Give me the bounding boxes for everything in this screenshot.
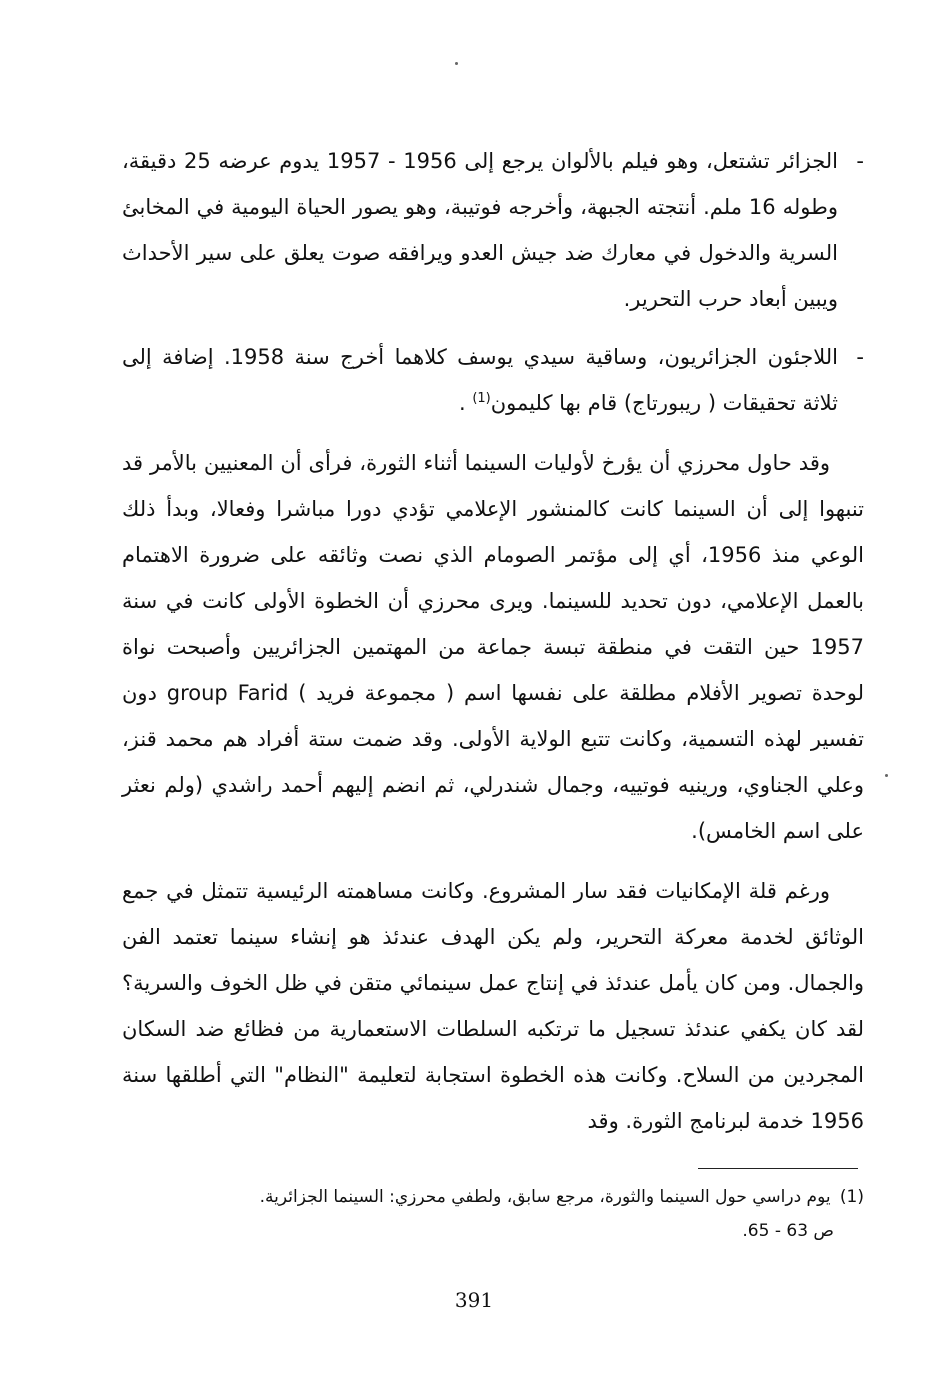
- bullet-item: [122, 138, 864, 322]
- bullet-item: [122, 334, 864, 426]
- footnote: [122, 1180, 864, 1248]
- paragraph: وقد حاول محرزي أن يؤرخ لأوليات السينما أثناء الثورة، فرأى أن المعنيين بالأمر قد تنبهوا إلى أن السينما كانت كالمنشور الإعلامي تؤدي دورا مباشرا وفعالا، وبدأ ذلك الوعي منذ 1956، أي إلى مؤتمر الصومام الذي نصت وثائقه على ضرورة الاهتمام بالعمل الإعلامي، دون تحديد للسينما. ويرى محرزي أن الخطوة الأولى كانت في سنة 1957 حين التقت في منطقة تبسة جماعة من المهتمين الجزائريين وأصبحت نواة لوحدة تصوير الأفلام مطلقة على نفسها اسم ( مجموعة فريد ) group Farid دون تفسير لهذه التسمية، وكانت تتبع الولاية الأولى. وقد ضمت ستة أفراد هم محمد قنز، وعلي الجناوي، ورينيه فوتييه، وجمال شندرلي، ثم انضم إليهم أحمد راشدي (ولم نعثر على اسم الخامس).: [122, 451, 865, 843]
- page-number: 391: [454, 1288, 494, 1312]
- paragraph: ورغم قلة الإمكانيات فقد سار المشروع. وكانت مساهمته الرئيسية تتمثل في جمع الوثائق لخدمة معركة التحرير، ولم يكن الهدف عندئذ هو إنشاء سينما تعتمد الفن والجمال. ومن كان يأمل عندئذ في إنتاج عمل سينمائي متقن في ظل الخوف والسرية؟ لقد كان يكفي عندئذ تسجيل ما ترتكبه السلطات الاستعمارية من فظائع ضد السكان المجردين من السلاح. وكانت هذه الخطوة استجابة لتعليمة "النظام" التي أطلقها سنة 1956 خدمة لبرنامج الثورة. وقد: [122, 879, 864, 1133]
- footnote-number: (1): [839, 1187, 864, 1207]
- scan-speck: [885, 774, 888, 777]
- footnote-text: يوم دراسي حول السينما والثورة، مرجع سابق، ولطفي محرزي: السينما الجزائرية.: [259, 1187, 831, 1207]
- footnote-continuation: ص 63 - 65.: [742, 1221, 834, 1241]
- bullet-text: الجزائر تشتعل، وهو فيلم بالألوان يرجع إلى 1956 - 1957 يدوم عرضه 25 دقيقة، وطوله 16 ملم. أنتجته الجبهة، وأخرجه فوتيبة، وهو يصور الحياة اليومية في المخابئ السرية والدخول في معارك ضد جيش العدو ويرافقه صوت يعلق على سير الأحداث ويبين أبعاد حرب التحرير.: [122, 149, 838, 311]
- footnote-ref: (1): [472, 391, 491, 406]
- bullet-dash: -: [856, 149, 864, 173]
- bullet-text: اللاجئون الجزائريون، وساقية سيدي يوسف كلاهما أخرج سنة 1958. إضافة إلى ثلاثة تحقيقات ( ريبورتاج) قام بها كليمون: [122, 345, 838, 415]
- bullet-dash: -: [856, 345, 864, 369]
- footnote-divider: [698, 1168, 858, 1169]
- scan-speck: [455, 62, 458, 65]
- bullet-tail: .: [458, 391, 473, 415]
- page-body: [122, 138, 864, 1158]
